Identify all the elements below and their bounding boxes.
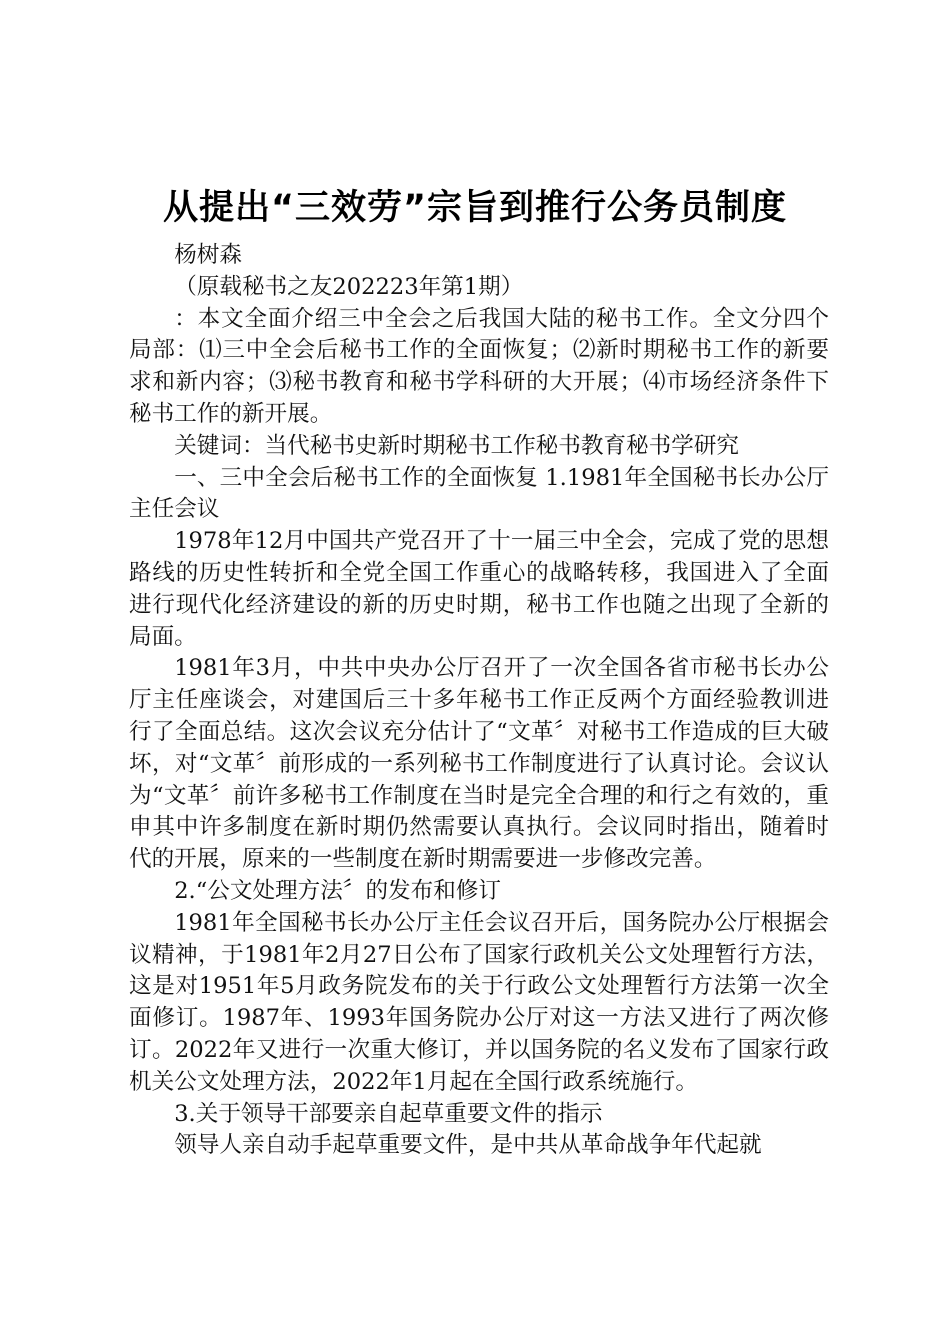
body-paragraph: 领导人亲自动手起草重要文件，是中共从革命战争年代起就 bbox=[174, 1132, 762, 1159]
keywords-paragraph: 关键词：当代秘书史新时期秘书工作秘书教育秘书学研究 bbox=[174, 432, 740, 459]
subsection-heading: 3.关于领导干部要亲自起草重要文件的指示 bbox=[174, 1100, 603, 1127]
document-title: 从提出“三效劳”宗旨到推行公务员制度 bbox=[162, 188, 787, 228]
body-paragraph: 1978年12月中国共产党召开了十一届三中全会，完成了党的思想路线的历史性转折和全党全国工作重心的战略转移，我国进入了全面进行现代化经济建设的新的历史时期，秘书工作也随之出现了全新的局面。 bbox=[129, 528, 829, 650]
subsection-heading: 2.“公文处理方法〞的发布和修订 bbox=[174, 877, 502, 904]
source-line: （原载秘书之友202223年第1期） bbox=[174, 273, 524, 300]
section-heading: 一、三中全会后秘书工作的全面恢复 1.1981年全国秘书长办公厅主任会议 bbox=[129, 464, 829, 523]
abstract-paragraph: ：本文全面介绍三中全会之后我国大陆的秘书工作。全文分四个局部：⑴三中全会后秘书工作的全面恢复；⑵新时期秘书工作的新要求和新内容；⑶秘书教育和秘书学科研的大开展；⑷市场经济条件下秘书工作的新开展。 bbox=[129, 305, 829, 427]
document-body bbox=[129, 240, 829, 1162]
body-paragraph: 1981年全国秘书长办公厅主任会议召开后，国务院办公厅根据会议精神，于1981年2月27日公布了国家行政机关公文处理暂行方法，这是对1951年5月政务院发布的关于行政公文处理暂行方法第一次全面修订。1987年、1993年国务院办公厅对这一方法又进行了两次修订。2022年又进行一次重大修订，并以国务院的名义发布了国家行政机关公文处理方法，2022年1月起在全国行政系统施行。 bbox=[129, 909, 829, 1095]
author-line: 杨树森 bbox=[174, 242, 242, 268]
body-paragraph: 1981年3月，中共中央办公厅召开了一次全国各省市秘书长办公厅主任座谈会，对建国后三十多年秘书工作正反两个方面经验教训进行了全面总结。这次会议充分估计了“文革〞对秘书工作造成的巨大破坏，对“文革〞前形成的一系列秘书工作制度进行了认真讨论。会议认为“文革〞前许多秘书工作制度在当时是完全合理的和行之有效的，重申其中许多制度在新时期仍然需要认真执行。会议同时指出，随着时代的开展，原来的一些制度在新时期需要进一步修改完善。 bbox=[129, 655, 829, 873]
